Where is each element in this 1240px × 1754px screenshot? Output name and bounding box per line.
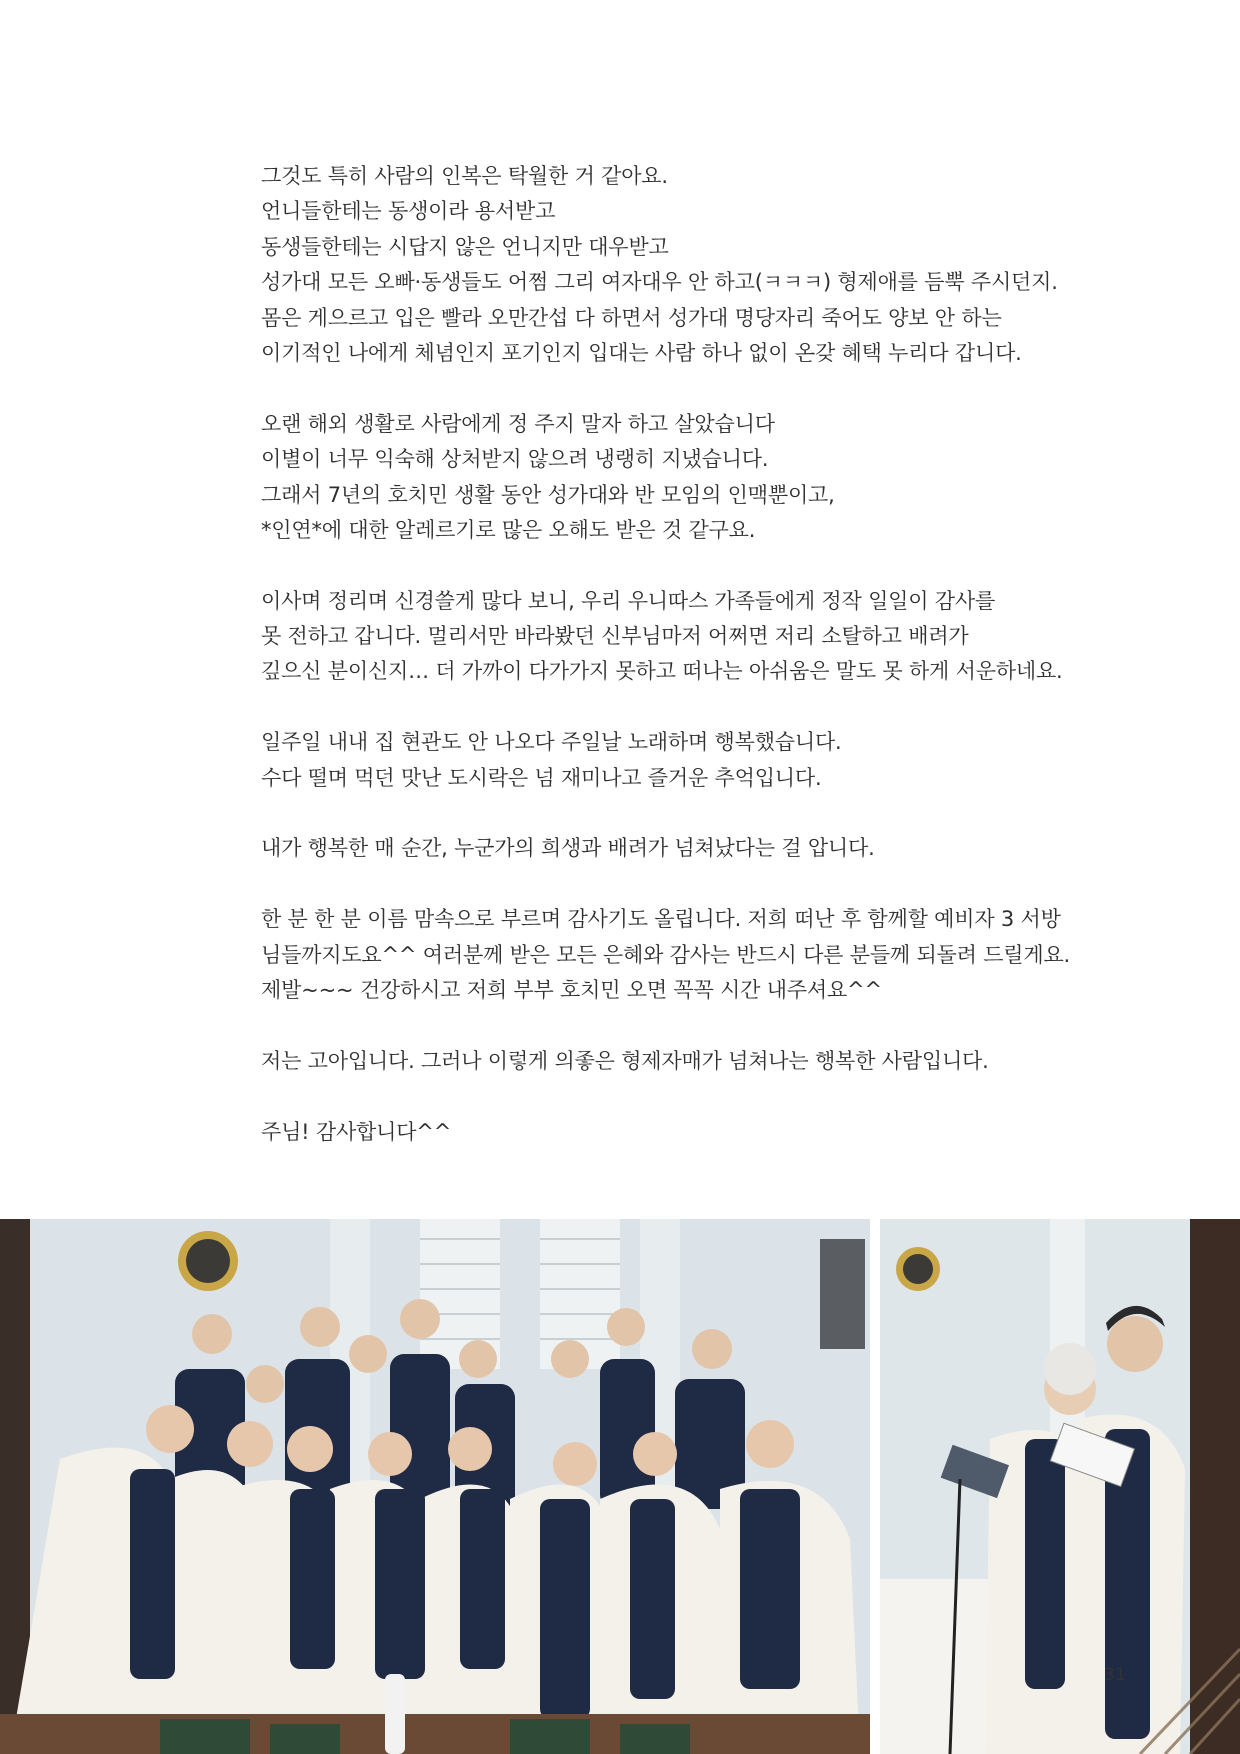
body-text-line: 수다 떨며 먹던 맛난 도시락은 넘 재미나고 즐거운 추억입니다. xyxy=(261,765,822,790)
body-text-line: *인연*에 대한 알레르기로 많은 오해도 받은 것 같구요. xyxy=(261,517,756,542)
body-text-line: 몸은 게으르고 입은 빨라 오만간섭 다 하면서 성가대 명당자리 죽어도 양보 안 하는 xyxy=(261,305,1002,330)
cantor-illustration xyxy=(880,1219,1240,1754)
paragraph-gap xyxy=(261,1008,1191,1043)
body-text-line: 제발~~~ 건강하시고 저희 부부 호치민 오면 꼭꼭 시간 내주셔요^^ xyxy=(261,977,882,1002)
body-text-line: 님들까지도요^^ 여러분께 받은 모든 은혜와 감사는 반드시 다른 분들께 되돌려 드릴게요. xyxy=(261,942,1071,967)
body-text-line: 주님! 감사합니다^^ xyxy=(261,1119,452,1144)
choir-group-illustration xyxy=(0,1219,870,1754)
body-text-line: 저는 고아입니다. 그러나 이렇게 의좋은 형제자매가 넘쳐나는 행복한 사람입니다. xyxy=(261,1048,989,1073)
paragraph-gap xyxy=(261,371,1191,406)
paragraph-gap xyxy=(261,548,1191,583)
choir-group-photo xyxy=(0,1219,870,1754)
body-text-line: 그것도 특히 사람의 인복은 탁월한 거 같아요. xyxy=(261,164,668,188)
body-text-line: 한 분 한 분 이름 맘속으로 부르며 감사기도 올립니다. 저희 떠난 후 함께할 예비자 3 서방 xyxy=(261,907,1061,932)
paragraph-gap xyxy=(261,867,1191,902)
body-text-line: 이사며 정리며 신경쓸게 많다 보니, 우리 우니따스 가족들에게 정작 일일이 감사를 xyxy=(261,588,996,613)
paragraph-gap xyxy=(261,1079,1191,1114)
page-number: 31 xyxy=(1104,1665,1126,1685)
body-text-line: 동생들한테는 시답지 않은 언니지만 대우받고 xyxy=(261,234,669,259)
body-text-line: 일주일 내내 집 현관도 안 나오다 주일날 노래하며 행복했습니다. xyxy=(261,730,842,755)
body-text-line: 성가대 모든 오빠·동생들도 어쩜 그리 여자대우 안 하고(ㅋㅋㅋ) 형제애를 듬뿍 주시던지. xyxy=(261,270,1058,295)
body-text-line: 언니들한테는 동생이라 용서받고 xyxy=(261,199,556,224)
body-text-line: 오랜 해외 생활로 사람에게 정 주지 말자 하고 살았습니다 xyxy=(261,411,775,436)
paragraph-gap xyxy=(261,690,1191,725)
body-text-line: 못 전하고 갑니다. 멀리서만 바라봤던 신부님마저 어쩌면 저리 소탈하고 배려가 xyxy=(261,624,969,649)
body-text-line: 그래서 7년의 호치민 생활 동안 성가대와 반 모임의 인맥뿐이고, xyxy=(261,482,835,507)
cantor-singing-photo xyxy=(880,1219,1240,1754)
body-text-line: 이별이 너무 익숙해 상처받지 않으려 냉랭히 지냈습니다. xyxy=(261,447,769,472)
paragraph-gap xyxy=(261,796,1191,831)
body-text-line: 깊으신 분이신지… 더 가까이 다가가지 못하고 떠나는 아쉬움은 말도 못 하게 서운하네요. xyxy=(261,659,1063,684)
body-text-line: 이기적인 나에게 체념인지 포기인지 입대는 사람 하나 없이 온갖 혜택 누리다 갑니다. xyxy=(261,340,1022,365)
body-text-line: 내가 행복한 매 순간, 누군가의 희생과 배려가 넘쳐났다는 걸 압니다. xyxy=(261,836,875,861)
article-body xyxy=(261,159,1191,1150)
